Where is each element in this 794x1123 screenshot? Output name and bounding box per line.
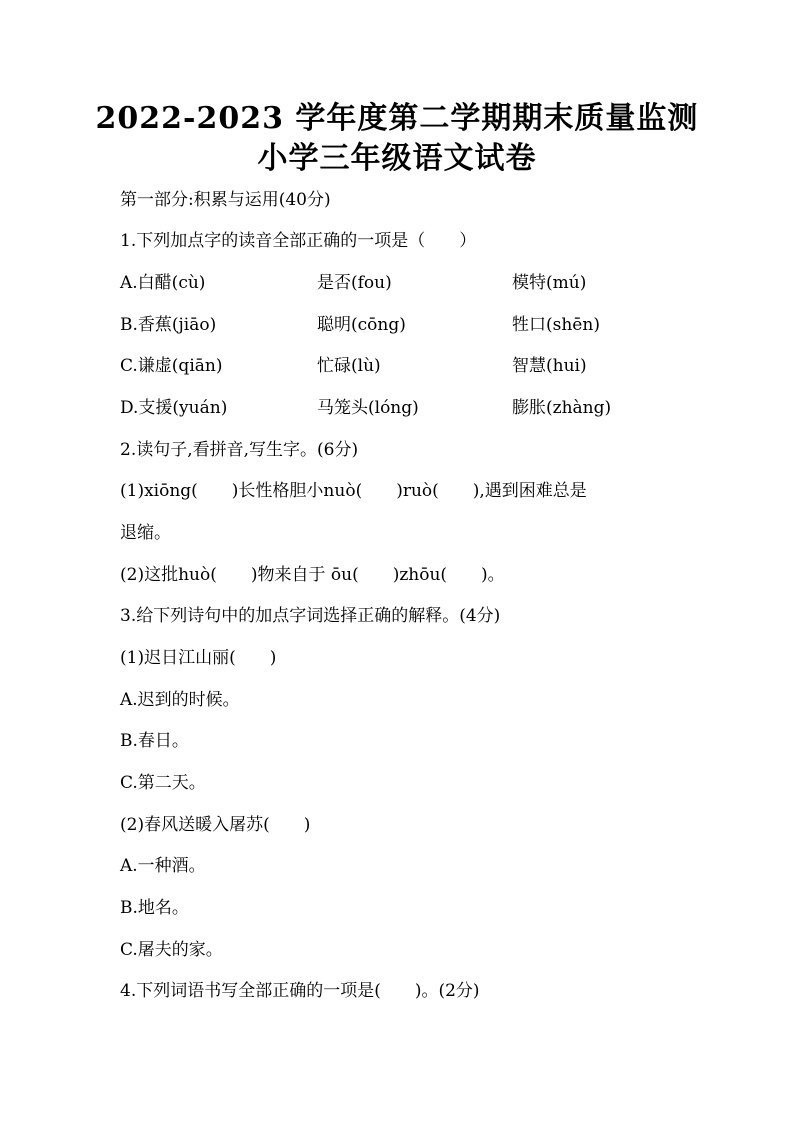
option-a-word-1: A.白醋(cù) — [120, 273, 206, 293]
exam-subtitle: 小学三年级语文试卷 — [257, 141, 537, 176]
question-3-poem-2: (2)春风送暖入屠苏( ) — [120, 815, 311, 835]
option-c-word-2: 忙碌(lù) — [317, 356, 381, 376]
question-3-poem-1: (1)迟日江山丽( ) — [120, 648, 277, 668]
question-2-sentence-1: (1)xiōng( )长性格胆小nuò( )ruò( ),遇到困难总是 — [120, 481, 587, 501]
option-d-word-3: 膨胀(zhàng) — [512, 398, 612, 418]
option-b-word-1: B.香蕉(jiāo) — [120, 315, 217, 335]
question-3-poem-1-option-a: A.迟到的时候。 — [120, 690, 240, 710]
option-a-word-3: 模特(mú) — [512, 273, 587, 293]
exam-title: 2022-2023 学年度第二学期期末质量监测 — [95, 101, 699, 136]
question-2-stem: 2.读句子,看拼音,写生字。(6分) — [120, 440, 359, 460]
question-4-stem: 4.下列词语书写全部正确的一项是( )。(2分) — [120, 981, 480, 1001]
question-2-sentence-1-cont: 退缩。 — [120, 523, 171, 543]
question-1-option-c — [120, 355, 680, 377]
option-d-word-1: D.支援(yuán) — [120, 398, 228, 418]
option-a-word-2: 是否(fou) — [317, 273, 392, 293]
option-c-word-3: 智慧(hui) — [512, 356, 587, 376]
question-3-poem-1-option-c: C.第二天。 — [120, 773, 206, 793]
question-2-sentence-2: (2)这批huò( )物来自于 ōu( )zhōu( )。 — [120, 565, 505, 585]
question-3-poem-2-option-b: B.地名。 — [120, 898, 189, 918]
option-c-word-1: C.谦虚(qiān) — [120, 356, 223, 376]
question-1-option-a — [120, 272, 680, 294]
question-1-option-b — [120, 314, 680, 336]
question-3-poem-2-option-c: C.屠夫的家。 — [120, 940, 223, 960]
option-b-word-2: 聪明(cōng) — [317, 315, 406, 335]
question-1-stem: 1.下列加点字的读音全部正确的一项是（ ） — [120, 231, 477, 251]
section-heading: 第一部分:积累与运用(40分) — [120, 190, 331, 210]
question-1-option-d — [120, 397, 680, 419]
question-3-poem-1-option-b: B.春日。 — [120, 731, 189, 751]
question-3-poem-2-option-a: A.一种酒。 — [120, 856, 206, 876]
question-3-stem: 3.给下列诗句中的加点字词选择正确的解释。(4分) — [120, 606, 501, 626]
option-d-word-2: 马笼头(lóng) — [317, 398, 419, 418]
option-b-word-3: 牲口(shēn) — [512, 315, 600, 335]
